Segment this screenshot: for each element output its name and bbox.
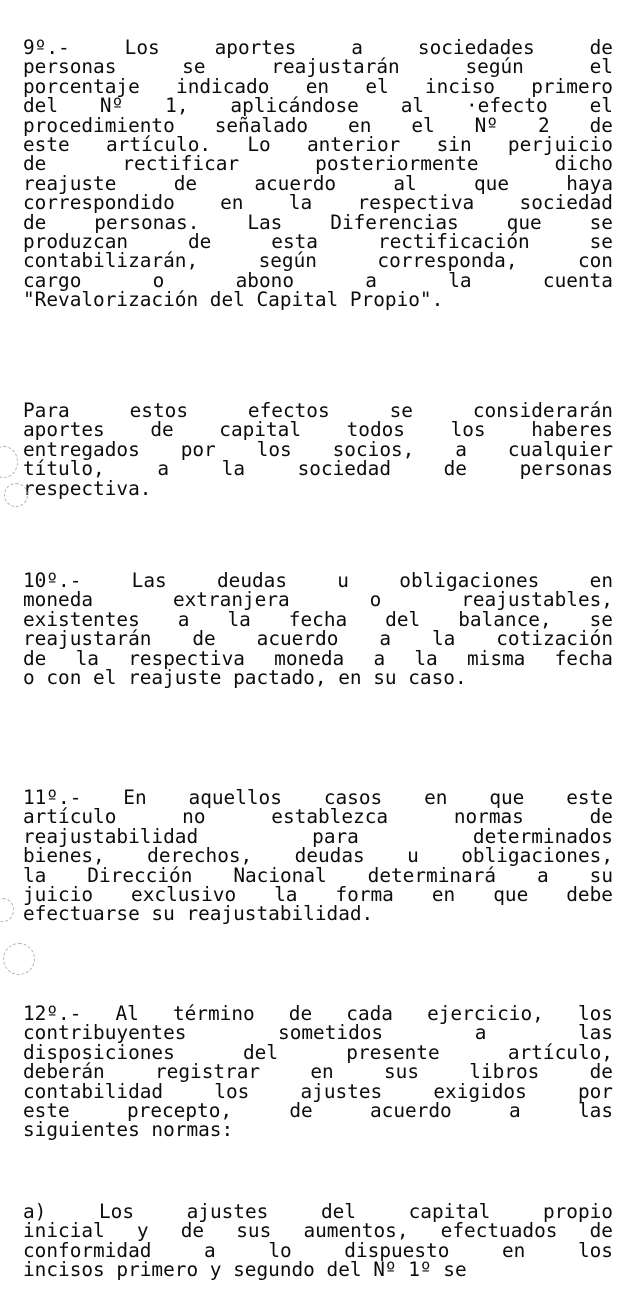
word: reajuste xyxy=(23,171,117,195)
paragraph-a xyxy=(23,1202,613,1280)
word: acuerdo xyxy=(254,171,337,195)
word: Lo xyxy=(247,132,271,156)
word: reajustarán xyxy=(271,55,400,79)
word: anterior xyxy=(306,132,401,156)
text-line xyxy=(23,191,613,215)
word: las xyxy=(577,1098,613,1122)
word: en xyxy=(220,191,244,215)
punch-hole-mark xyxy=(0,898,14,922)
word: en xyxy=(501,1238,526,1262)
word: de xyxy=(288,1002,313,1025)
word: la xyxy=(75,646,99,670)
word: de xyxy=(589,36,613,59)
word: a xyxy=(455,437,467,461)
word: posteriormente xyxy=(315,152,479,176)
word: que xyxy=(506,210,542,234)
word: sometidos xyxy=(278,1021,384,1045)
word: primero xyxy=(531,74,613,98)
word: moneda xyxy=(23,588,94,612)
punch-hole-mark xyxy=(0,446,18,478)
text-line xyxy=(23,94,613,118)
word: se xyxy=(589,229,613,253)
text-line xyxy=(23,844,613,868)
text-line xyxy=(23,588,613,612)
word: rectificar xyxy=(122,152,240,176)
word: conformidad xyxy=(23,1238,152,1262)
word: Los xyxy=(98,1200,134,1223)
word: exclusivo xyxy=(131,882,237,906)
word: de xyxy=(192,627,216,651)
text-line xyxy=(23,1021,613,1045)
word: la xyxy=(431,627,456,651)
word: la xyxy=(288,191,313,215)
word: efectuados xyxy=(440,1219,558,1243)
text-line xyxy=(23,665,613,689)
text-line xyxy=(23,210,613,234)
word: de xyxy=(150,418,174,442)
word: los xyxy=(450,418,486,442)
word: dispuesto xyxy=(344,1238,450,1262)
word: deudas xyxy=(294,844,365,868)
word: todos xyxy=(346,418,405,442)
line-text: incisos primero y segundo del Nº 1º se xyxy=(23,1258,467,1282)
word: u xyxy=(337,569,349,592)
word: capital xyxy=(408,1200,491,1223)
text-line xyxy=(23,401,613,420)
word: del xyxy=(385,607,421,631)
word: el xyxy=(589,55,613,79)
word: sin xyxy=(436,132,472,156)
word: a xyxy=(351,36,363,59)
paragraph-12 xyxy=(23,1004,613,1140)
word: 9º.- xyxy=(23,36,70,59)
word: juicio xyxy=(23,882,94,906)
word: a xyxy=(474,1021,487,1045)
word: derechos, xyxy=(147,844,253,868)
line-text: efectuarse su reajustabilidad. xyxy=(23,902,374,926)
word: acuerdo xyxy=(369,1098,452,1122)
word: libros xyxy=(469,1060,540,1084)
word: que xyxy=(489,786,525,809)
line-text: "Revalorización del Capital Propio". xyxy=(23,288,444,312)
word: sociedad xyxy=(297,457,392,481)
word: reajustables, xyxy=(461,588,613,612)
word: la xyxy=(227,607,251,631)
word: al xyxy=(400,94,425,118)
word: moneda xyxy=(274,646,345,670)
text-line xyxy=(23,418,613,442)
word: de xyxy=(23,152,47,176)
word: 12º.- xyxy=(23,1002,82,1025)
word: esta xyxy=(271,229,318,253)
word: deberán xyxy=(23,1060,105,1084)
word: artículo, xyxy=(507,1040,613,1064)
word: indicado xyxy=(176,74,270,98)
word: del xyxy=(23,94,59,118)
text-line xyxy=(23,1060,613,1084)
word: deudas xyxy=(216,569,288,592)
word: estos xyxy=(129,399,188,422)
word: Dirección xyxy=(87,863,193,887)
line-text: o con el reajuste pactado, en su caso. xyxy=(23,665,467,689)
word: Nº xyxy=(99,94,124,118)
text-line xyxy=(23,1118,613,1142)
word: rectificación xyxy=(377,229,530,253)
word: su xyxy=(589,863,613,887)
word: personas xyxy=(519,457,613,481)
word: artículo xyxy=(23,805,117,829)
word: balance, xyxy=(458,607,552,631)
word: los xyxy=(577,1002,613,1025)
word: de xyxy=(589,1219,613,1243)
word: de xyxy=(443,457,467,481)
word: respectiva xyxy=(357,191,475,215)
word: precepto, xyxy=(126,1098,233,1122)
word: los xyxy=(214,1079,250,1103)
word: u xyxy=(407,844,419,868)
text-line xyxy=(23,55,613,79)
word: la xyxy=(221,457,245,481)
word: a xyxy=(373,646,386,670)
word: a xyxy=(365,268,377,292)
word: sus xyxy=(383,1060,419,1084)
word: se xyxy=(389,399,413,422)
text-line xyxy=(23,1258,613,1282)
word: Nacional xyxy=(233,863,327,887)
word: cada xyxy=(346,1002,393,1025)
word: Diferencias xyxy=(330,210,459,234)
word: haya xyxy=(566,171,613,195)
word: a xyxy=(509,1098,521,1122)
word: las xyxy=(577,1021,613,1045)
word: produzcan xyxy=(23,229,129,253)
word: corresponda, xyxy=(377,249,518,273)
word: personas. xyxy=(94,210,200,234)
word: ejercicio, xyxy=(427,1002,544,1025)
word: o xyxy=(152,268,165,292)
punch-hole-mark xyxy=(4,483,28,507)
word: este xyxy=(23,1098,70,1122)
word: a xyxy=(537,863,549,887)
word: de xyxy=(289,1098,313,1122)
text-line xyxy=(23,476,613,500)
word: reajustabilidad xyxy=(23,824,199,848)
word: a xyxy=(204,1238,216,1262)
word: que xyxy=(493,882,529,906)
paragraph-11 xyxy=(23,788,613,924)
text-line xyxy=(23,457,613,481)
text-line xyxy=(23,249,613,273)
word: por xyxy=(180,437,216,461)
word: para xyxy=(312,824,359,848)
word: al xyxy=(393,171,417,195)
word: extranjera xyxy=(172,588,290,612)
word: contribuyentes xyxy=(23,1021,187,1045)
punch-hole-mark xyxy=(3,943,35,975)
word: sociedad xyxy=(519,191,613,215)
word: ·efecto xyxy=(465,94,548,118)
word: aquellos xyxy=(188,786,282,809)
paragraph-9 xyxy=(23,36,613,312)
word: abono xyxy=(235,268,294,292)
word: sociedades xyxy=(417,36,535,59)
word: bienes, xyxy=(23,844,105,868)
word: ajustes xyxy=(300,1079,383,1103)
word: artículo. xyxy=(105,132,212,156)
word: contabilizarán, xyxy=(23,249,199,273)
text-line xyxy=(23,902,613,926)
word: entregados xyxy=(23,437,140,461)
word: cotización xyxy=(496,627,613,651)
word: el xyxy=(365,74,389,98)
word: En xyxy=(123,786,147,809)
word: aumentos, xyxy=(303,1219,409,1243)
word: Las xyxy=(131,569,167,592)
word: se xyxy=(589,210,613,234)
word: inicial xyxy=(23,1219,105,1243)
word: o xyxy=(369,588,382,612)
word: señalado xyxy=(214,113,309,137)
text-line xyxy=(23,1079,613,1103)
word: disposiciones xyxy=(23,1040,175,1064)
line-text: siguientes normas: xyxy=(23,1118,234,1142)
text-line xyxy=(23,1219,613,1243)
word: haberes xyxy=(531,418,613,442)
word: perjuicio xyxy=(507,132,613,156)
word: misma xyxy=(466,646,526,670)
word: establezca xyxy=(271,805,389,829)
word: 11º.- xyxy=(23,786,82,809)
word: la xyxy=(414,646,438,670)
word: Para xyxy=(23,399,70,422)
word: de xyxy=(180,1219,205,1243)
text-line xyxy=(23,288,613,312)
word: a) xyxy=(23,1200,47,1223)
word: determinará xyxy=(367,863,497,887)
word: registrar xyxy=(155,1060,261,1084)
word: los xyxy=(256,437,292,461)
paragraph-9-continuation xyxy=(23,401,613,498)
word: respectiva xyxy=(128,646,245,670)
word: lo xyxy=(268,1238,292,1262)
word: según xyxy=(258,249,317,273)
paragraph-10 xyxy=(23,571,613,687)
word: la xyxy=(448,268,472,292)
word: aplicándose xyxy=(230,94,359,118)
text-line xyxy=(23,627,613,651)
word: considerarán xyxy=(472,399,613,422)
word: correspondido xyxy=(23,191,175,215)
word: los xyxy=(577,1238,613,1262)
word: a xyxy=(379,627,392,651)
word: presente xyxy=(346,1040,440,1064)
word: este xyxy=(23,132,70,156)
word: en xyxy=(589,569,613,592)
word: se xyxy=(182,55,206,79)
word: a xyxy=(157,457,170,481)
word: sus xyxy=(236,1219,272,1243)
word: no xyxy=(182,805,206,829)
word: en xyxy=(424,786,448,809)
word: de xyxy=(23,210,47,234)
word: que xyxy=(473,171,510,195)
word: 1, xyxy=(165,94,189,118)
word: dicho xyxy=(554,152,613,176)
word: se xyxy=(589,607,613,631)
word: cuenta xyxy=(542,268,613,292)
word: término xyxy=(172,1002,255,1025)
word: determinados xyxy=(472,824,613,848)
word: reajustarán xyxy=(23,627,152,651)
word: forma xyxy=(335,882,394,906)
word: por xyxy=(577,1079,613,1103)
word: debe xyxy=(566,882,613,906)
text-line xyxy=(23,805,613,829)
word: de xyxy=(188,229,212,253)
word: y xyxy=(136,1219,149,1243)
word: de xyxy=(23,646,47,670)
word: obligaciones xyxy=(399,569,540,592)
word: procedimiento xyxy=(23,113,175,137)
word: con xyxy=(577,249,613,273)
word: cargo xyxy=(23,268,82,292)
word: obligaciones, xyxy=(461,844,613,868)
word: aportes xyxy=(214,36,297,59)
word: según xyxy=(465,55,524,79)
word: Las xyxy=(247,210,283,234)
word: 10º.- xyxy=(23,569,82,592)
word: existentes xyxy=(23,607,140,631)
word: de xyxy=(173,171,198,195)
word: personas xyxy=(23,55,117,79)
word: la xyxy=(23,863,47,887)
word: fecha xyxy=(554,646,613,670)
word: contabilidad xyxy=(23,1079,164,1103)
word: inciso xyxy=(424,74,495,98)
text-line xyxy=(23,152,613,176)
word: aportes xyxy=(23,418,105,442)
word: de xyxy=(589,1060,613,1084)
word: de xyxy=(589,113,613,137)
word: exigidos xyxy=(433,1079,527,1103)
word: del xyxy=(243,1040,279,1064)
word: efectos xyxy=(247,399,330,422)
word: porcentaje xyxy=(23,74,140,98)
word: cualquier xyxy=(507,437,613,461)
word: acuerdo xyxy=(256,627,339,651)
word: Al xyxy=(115,1002,139,1025)
word: en xyxy=(310,1060,334,1084)
word: este xyxy=(566,786,613,809)
word: socios, xyxy=(332,437,415,461)
word: el xyxy=(589,94,613,118)
word: en xyxy=(305,74,330,98)
word: el xyxy=(411,113,435,137)
word: a xyxy=(177,607,190,631)
word: en xyxy=(348,113,372,137)
word: en xyxy=(431,882,456,906)
word: de xyxy=(589,805,613,829)
word: propio xyxy=(542,1200,613,1223)
word: del xyxy=(320,1200,356,1223)
word: fecha xyxy=(288,607,348,631)
word: capital xyxy=(219,418,302,442)
word: 2 xyxy=(537,113,550,137)
line-text: respectiva. xyxy=(23,476,152,500)
word: Nº xyxy=(474,113,498,137)
word: casos xyxy=(323,786,383,809)
word: Los xyxy=(124,36,160,59)
word: normas xyxy=(453,805,524,829)
word: título, xyxy=(23,457,105,481)
word: ajustes xyxy=(186,1200,269,1223)
word: la xyxy=(274,882,298,906)
